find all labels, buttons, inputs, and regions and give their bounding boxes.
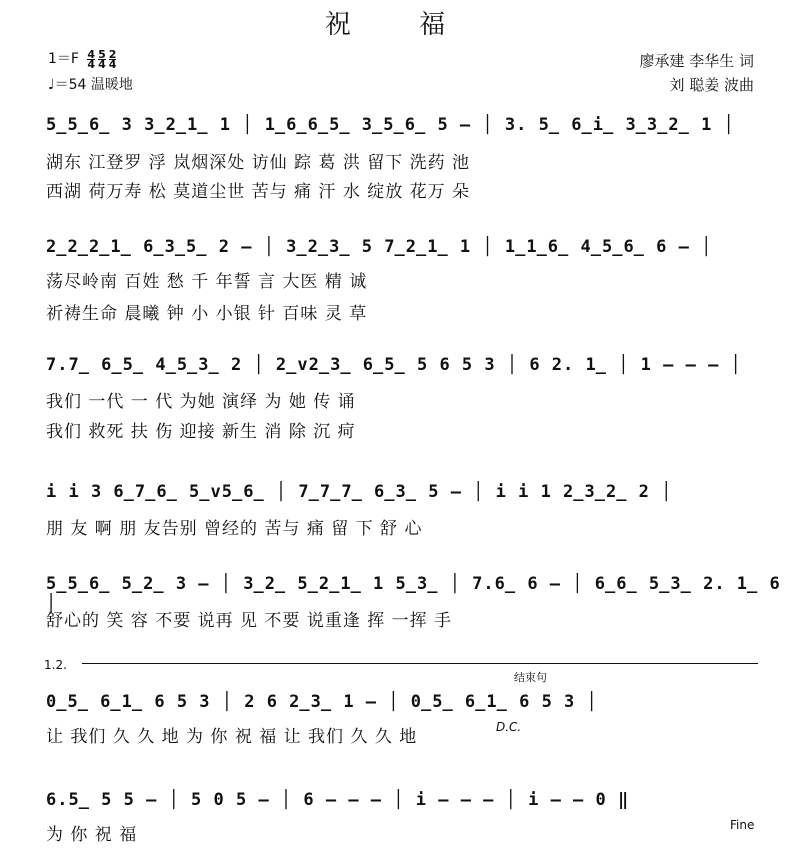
time-signature-1: $\frac{4}{4}$	[87, 47, 96, 71]
notes-line-3: 7.7̲ 6̲5̲ 4̲5̲3̲ 2 │ 2̲v2̲3̲ 6̲5̲ 5 6 5 3 │ 6 2. 1̲ │ 1 – – – │	[46, 355, 742, 375]
fine-marking: Fine	[730, 818, 755, 832]
notes-line-1: 5̲5̲6̲ 3 3̲2̲1̲ 1 │ 1̲6̲6̲5̲ 3̲5̲6̲ 5 – │ 3. 5̲ 6̲i̲ 3̲3̲2̲ 1 │	[46, 115, 735, 135]
volta-bracket	[82, 663, 758, 664]
time-signature-2: $\frac{5}{4}$	[98, 47, 106, 71]
lyrics-2-verse-1: 荡尽岭南 百姓 愁 千 年誓 言 大医 精 诚	[46, 272, 368, 292]
time-signatures	[87, 47, 119, 71]
notes-line-7: 6.5̲ 5 5 – │ 5 0 5 – │ 6 – – – │ i – – – │ i – – 0 ‖	[46, 790, 630, 810]
lyrics-4: 朋 友 啊 朋 友告别 曾经的 苦与 痛 留 下 舒 心	[46, 519, 423, 539]
lyricist-credit: 廖承建 李华生 词	[639, 52, 754, 70]
notes-line-4: i i 3 6̲7̲6̲ 5̲v5̲6̲ │ 7̲7̲7̲ 6̲3̲ 5 – │ i i 1 2̲3̲2̲ 2 │	[46, 482, 673, 502]
lyrics-5: 舒心的 笑 容 不要 说再 见 不要 说重逢 挥 一挥 手	[46, 611, 453, 631]
lyrics-2-verse-2: 祈祷生命 晨曦 钟 小 小银 针 百味 灵 草	[46, 304, 368, 324]
notes-line-6: 0̲5̲ 6̲1̲ 6 5 3 │ 2 6 2̲3̲ 1 – │ 0̲5̲ 6̲1̲ 6 5 3 │	[46, 692, 598, 712]
lyrics-3-verse-2: 我们 救死 扶 伤 迎接 新生 消 除 沉 疴	[46, 422, 356, 442]
ending-label: 结束句	[514, 671, 547, 684]
dc-marking: D.C.	[496, 720, 522, 734]
time-signature-3: $\frac{2}{4}$	[108, 47, 117, 71]
lyrics-3-verse-1: 我们 一代 一 代 为她 演绎 为 她 传 诵	[46, 392, 356, 412]
composer-credit: 刘 聪姜 波曲	[669, 76, 754, 94]
lyrics-6: 让 我们 久 久 地 为 你 祝 福 让 我们 久 久 地	[46, 727, 418, 747]
volta-label: 1.2.	[44, 658, 67, 672]
lyrics-1-verse-1: 湖东 江登罗 浮 岚烟深处 访仙 踪 葛 洪 留下 洗药 池	[46, 153, 471, 173]
song-title: 祝 福	[324, 10, 476, 40]
lyrics-1-verse-2: 西湖 荷万寿 松 莫道尘世 苦与 痛 汗 水 绽放 花万 朵	[46, 182, 471, 202]
lyrics-7: 为 你 祝 福	[46, 825, 138, 845]
key-signature	[48, 48, 119, 69]
notes-line-2: 2̲2̲2̲1̲ 6̲3̲5̲ 2 – │ 3̲2̲3̲ 5 7̲2̲1̲ 1 │ 1̲1̲6̲ 4̲5̲6̲ 6 – │	[46, 237, 713, 257]
notes-line-5: 5̲5̲6̲ 5̲2̲ 3 – │ 3̲2̲ 5̲2̲1̲ 1 5̲3̲ │ 7.6̲ 6 – │ 6̲6̲ 5̲3̲ 2. 1̲ 6 │	[46, 574, 781, 614]
tempo-marking: ♩＝54 温暖地	[48, 77, 133, 93]
key-label: 1＝F	[48, 51, 79, 67]
